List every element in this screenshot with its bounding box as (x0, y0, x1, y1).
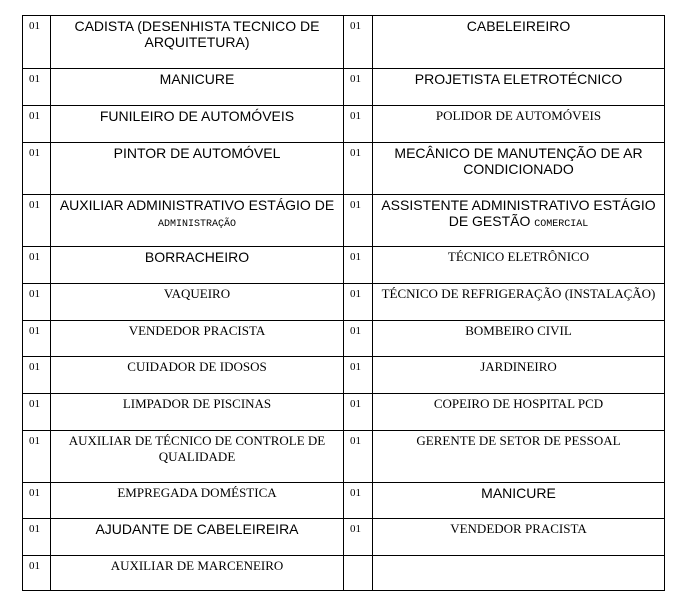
vacancy-count-right (344, 556, 373, 591)
table-row (23, 519, 665, 556)
job-title-text: ASSISTENTE ADMINISTRATIVO ESTÁGIO DE GESTÃO (381, 197, 656, 229)
job-title-text: PROJETISTA ELETROTÉCNICO (414, 71, 623, 87)
vacancy-count-right: 01 (344, 69, 373, 106)
table-row (23, 106, 665, 143)
table-row (23, 195, 665, 247)
job-title-suffix: ADMINISTRAÇÃO (157, 219, 236, 230)
job-title-right (373, 195, 665, 247)
job-title-left (51, 431, 344, 483)
vacancy-count-left: 01 (23, 394, 51, 431)
table-row (23, 284, 665, 321)
job-title-text: BOMBEIRO CIVIL (465, 323, 572, 338)
job-title-text: VENDEDOR PRACISTA (128, 323, 266, 338)
vacancy-count-right: 01 (344, 483, 373, 519)
job-title-text: EMPREGADA DOMÉSTICA (117, 485, 277, 500)
vacancy-count-right: 01 (344, 284, 373, 321)
vacancy-count-right: 01 (344, 247, 373, 284)
job-title-text: TÉCNICO ELETRÔNICO (447, 249, 590, 264)
job-title-text: CUIDADOR DE IDOSOS (127, 359, 267, 374)
vacancy-count-left: 01 (23, 556, 51, 591)
table-row (23, 431, 665, 483)
job-title-text: GERENTE DE SETOR DE PESSOAL (416, 433, 621, 448)
vacancy-count-right: 01 (344, 519, 373, 556)
job-title-text: CABELEIREIRO (466, 18, 571, 34)
vacancy-count-right: 01 (344, 16, 373, 69)
vacancy-count-left: 01 (23, 483, 51, 519)
job-title-left (51, 16, 344, 69)
vacancy-count-right: 01 (344, 357, 373, 394)
job-title-text: AUXILIAR DE MARCENEIRO (110, 558, 284, 573)
job-title-right (373, 519, 665, 556)
job-title-text: AJUDANTE DE CABELEIREIRA (95, 521, 299, 537)
job-title-text: MANICURE (481, 485, 556, 501)
vacancy-count-left: 01 (23, 431, 51, 483)
job-title-left (51, 483, 344, 519)
job-title-left (51, 357, 344, 394)
job-title-text: VAQUEIRO (163, 286, 231, 301)
job-title-suffix: COMERCIAL (534, 219, 589, 230)
job-title-right (373, 431, 665, 483)
job-title-right (373, 247, 665, 284)
table-row (23, 394, 665, 431)
job-title-right (373, 394, 665, 431)
table-row (23, 483, 665, 519)
table-row (23, 16, 665, 69)
vacancy-count-left: 01 (23, 69, 51, 106)
job-title-left (51, 321, 344, 357)
job-title-right (373, 69, 665, 106)
job-title-text: JARDINEIRO (480, 359, 557, 374)
job-title-text: POLIDOR DE AUTOMÓVEIS (435, 108, 602, 123)
job-title-right (373, 16, 665, 69)
job-title-right (373, 106, 665, 143)
job-title-left (51, 143, 344, 195)
job-title-right (373, 284, 665, 321)
job-title-text: PINTOR DE AUTOMÓVEL (113, 145, 281, 161)
job-title-text: AUXILIAR ADMINISTRATIVO ESTÁGIO DE (59, 197, 335, 213)
vacancy-count-right: 01 (344, 321, 373, 357)
table-row (23, 357, 665, 394)
vacancy-count-right: 01 (344, 431, 373, 483)
vacancy-count-left: 01 (23, 143, 51, 195)
job-title-text: COPEIRO DE HOSPITAL PCD (433, 396, 604, 411)
job-title-left (51, 69, 344, 106)
job-title-left (51, 519, 344, 556)
vacancy-count-right: 01 (344, 394, 373, 431)
job-title-left (51, 106, 344, 143)
job-table-body (23, 16, 665, 591)
job-title-right (373, 321, 665, 357)
vacancy-count-right: 01 (344, 195, 373, 247)
vacancy-count-left: 01 (23, 247, 51, 284)
job-title-right (373, 556, 665, 591)
job-title-left (51, 394, 344, 431)
job-title-left (51, 195, 344, 247)
table-row (23, 143, 665, 195)
job-title-left (51, 284, 344, 321)
job-title-left (51, 556, 344, 591)
vacancy-count-left: 01 (23, 321, 51, 357)
job-title-left (51, 247, 344, 284)
job-title-text: LIMPADOR DE PISCINAS (122, 396, 272, 411)
table-row (23, 69, 665, 106)
job-title-text: AUXILIAR DE TÉCNICO DE CONTROLE DE QUALIDADE (68, 433, 326, 464)
vacancy-count-left: 01 (23, 519, 51, 556)
vacancy-count-left: 01 (23, 357, 51, 394)
job-title-right (373, 143, 665, 195)
job-title-text: CADISTA (DESENHISTA TECNICO DE ARQUITETURA) (74, 18, 320, 50)
vacancy-count-right: 01 (344, 143, 373, 195)
job-vacancy-table (22, 15, 665, 591)
job-title-text: VENDEDOR PRACISTA (450, 521, 587, 536)
vacancy-count-left: 01 (23, 195, 51, 247)
job-title-text: MECÂNICO DE MANUTENÇÃO DE AR CONDICIONADO (394, 145, 643, 177)
vacancy-count-left: 01 (23, 284, 51, 321)
job-title-right (373, 483, 665, 519)
vacancy-count-right: 01 (344, 106, 373, 143)
table-row (23, 556, 665, 591)
job-title-text: TÉCNICO DE REFRIGERAÇÃO (INSTALAÇÃO) (381, 286, 656, 301)
table-row (23, 247, 665, 284)
job-title-right (373, 357, 665, 394)
vacancy-count-left: 01 (23, 106, 51, 143)
table-row (23, 321, 665, 357)
job-title-text: FUNILEIRO DE AUTOMÓVEIS (99, 108, 295, 124)
vacancy-count-left: 01 (23, 16, 51, 69)
job-title-text: BORRACHEIRO (144, 249, 250, 265)
job-title-text: MANICURE (159, 71, 235, 87)
